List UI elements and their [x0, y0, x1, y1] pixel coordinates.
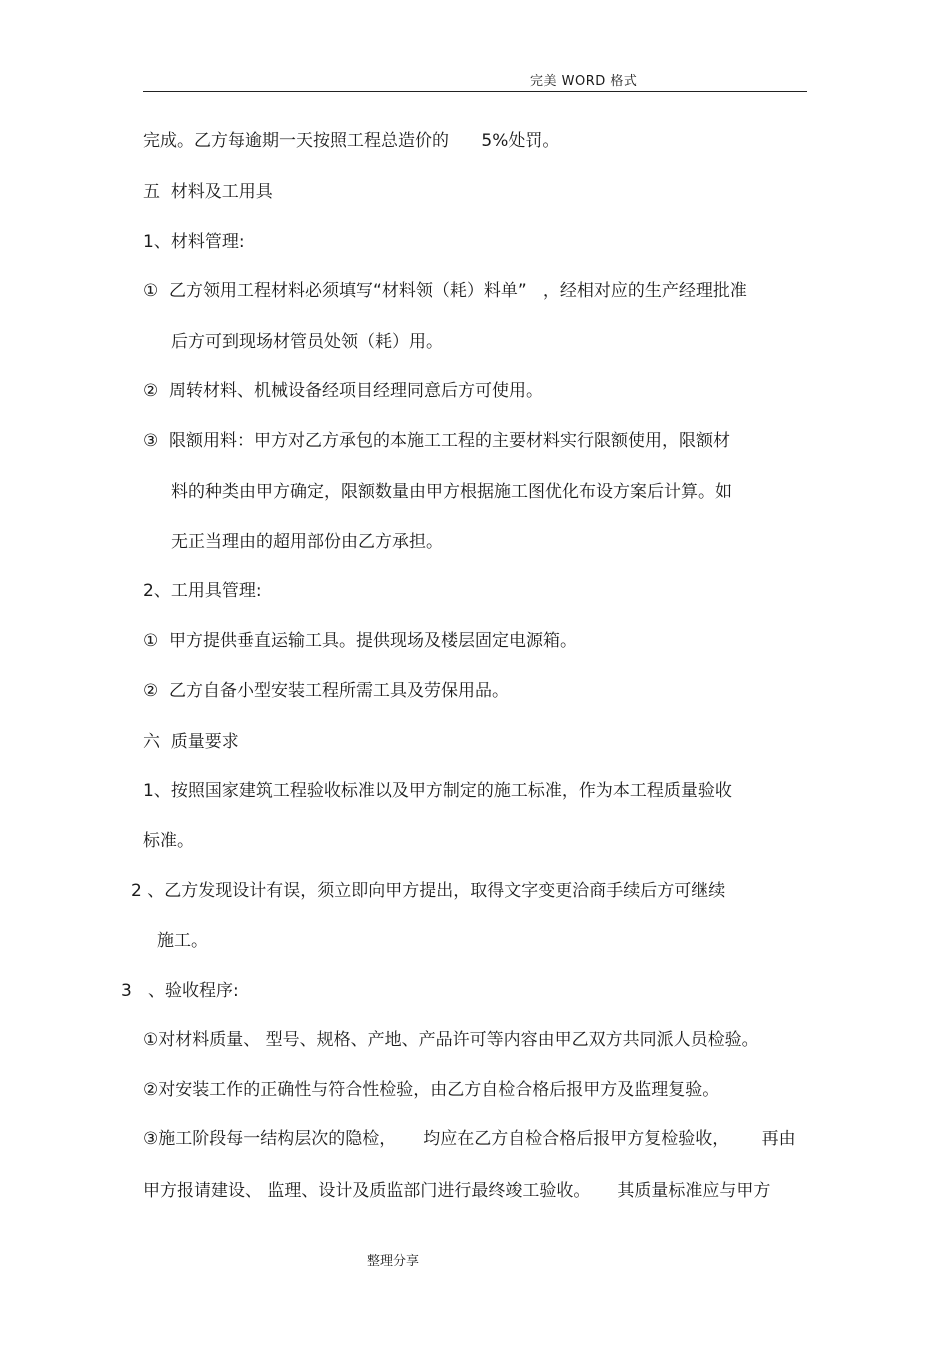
subsection-heading: 1、材料管理: — [143, 232, 245, 252]
header-rule — [143, 91, 807, 92]
paragraph-line: 后方可到现场材管员处领（耗）用。 — [171, 332, 443, 352]
list-item: ①对材料质量、 型号、规格、产地、产品许可等内容由甲乙双方共同派人员检验。 — [143, 1030, 759, 1050]
list-item: ① 乙方领用工程材料必须填写“材料领（耗）料单” ，经相对应的生产经理批准 — [143, 281, 747, 301]
subsection-heading: 2、工用具管理: — [143, 581, 262, 601]
list-item: ③施工阶段每一结构层次的隐检， 均应在乙方自检合格后报甲方复检验收， 再由 — [143, 1129, 796, 1149]
footer-text: 整理分享 — [367, 1254, 420, 1269]
section-heading: 六 质量要求 — [143, 732, 239, 752]
list-item: ②对安装工作的正确性与符合性检验，由乙方自检合格后报甲方及监理复验。 — [143, 1080, 720, 1100]
paragraph-line: 无正当理由的超用部份由乙方承担。 — [171, 532, 443, 552]
subsection-heading: 3 、验收程序: — [121, 981, 239, 1001]
list-item: ③ 限额用料：甲方对乙方承包的本施工工程的主要材料实行限额使用，限额材 — [143, 431, 731, 451]
list-item: ② 乙方自备小型安装工程所需工具及劳保用品。 — [143, 681, 510, 701]
paragraph-line: 施工。 — [157, 931, 208, 951]
paragraph-line: 料的种类由甲方确定，限额数量由甲方根据施工图优化布设方案后计算。如 — [171, 482, 732, 502]
list-item: ① 甲方提供垂直运输工具。提供现场及楼层固定电源箱。 — [143, 631, 578, 651]
list-item: ② 周转材料、机械设备经项目经理同意后方可使用。 — [143, 381, 544, 401]
header-text: 完美 WORD 格式 — [530, 74, 638, 89]
paragraph-line: 标准。 — [143, 831, 194, 851]
paragraph-line: 完成。乙方每逾期一天按照工程总造价的 5%处罚。 — [143, 131, 560, 151]
section-heading: 五 材料及工用具 — [143, 182, 273, 202]
list-item: 1、按照国家建筑工程验收标准以及甲方制定的施工标准，作为本工程质量验收 — [143, 781, 732, 801]
paragraph-line: 甲方报请建设、 监理、设计及质监部门进行最终竣工验收。 其质量标准应与甲方 — [143, 1181, 771, 1201]
list-item: 2 、乙方发现设计有误，须立即向甲方提出，取得文字变更洽商手续后方可继续 — [131, 881, 726, 901]
